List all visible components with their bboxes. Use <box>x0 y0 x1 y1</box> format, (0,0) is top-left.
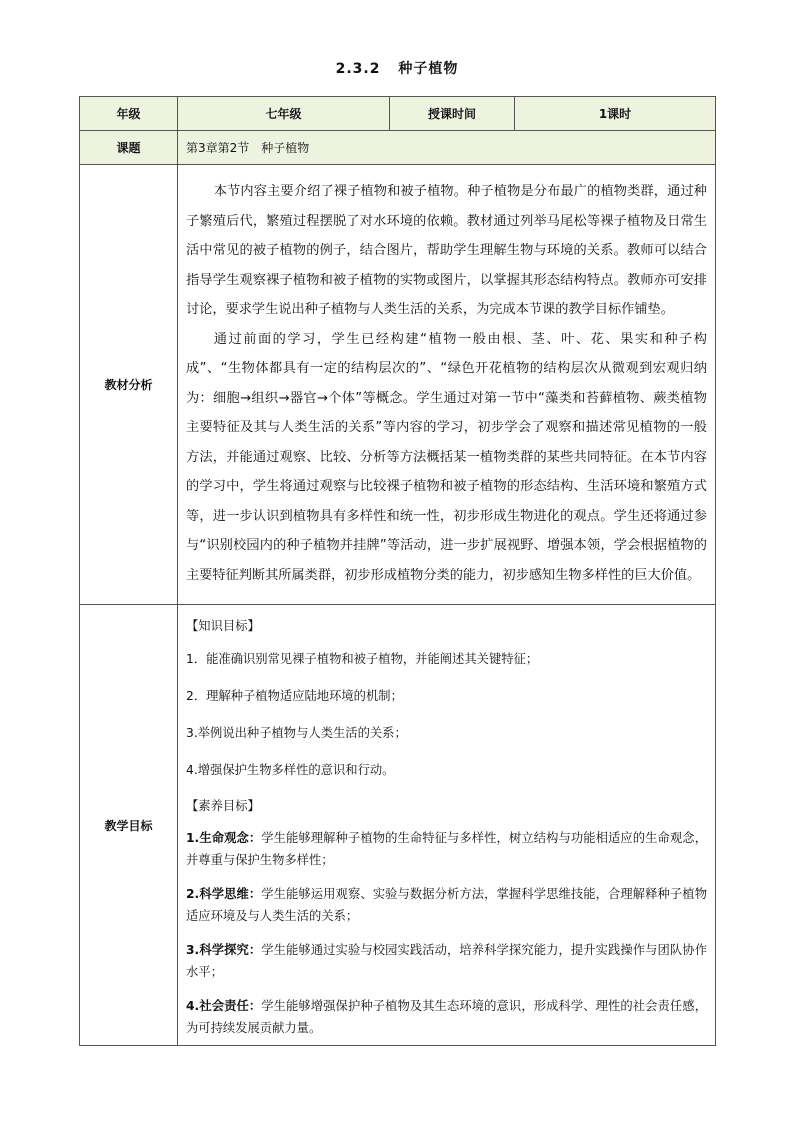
literacy-goal-2-text: 学生能够运用观察、实验与数据分析方法，掌握科学思维技能，合理解释种子植物适应环境及与人类生活的关系； <box>186 887 707 923</box>
analysis-row <box>80 165 716 605</box>
literacy-goal-1 <box>186 827 707 871</box>
literacy-goal-4-text: 学生能够增强保护种子植物及其生态环境的意识，形成科学、理性的社会责任感，为可持续发展贡献力量。 <box>186 999 707 1035</box>
grade-value: 七年级 <box>178 97 390 131</box>
topic-value: 第3章第2节 种子植物 <box>178 131 716 165</box>
literacy-goal-1-label: 1.生命观念： <box>186 831 262 845</box>
analysis-paragraph-2: 通过前面的学习，学生已经构建“植物一般由根、茎、叶、花、果实和种子构成”、“生物体都具有一定的结构层次的”、“绿色开花植物的结构层次从微观到宏观归纳为：细胞→组织→器官→个体”等概念。学生通过对第一节中“藻类和苔藓植物、蕨类植物主要特征及其与人类生活的关系”等内容的学习，初步学会了观察和描述常见植物的一般方法，并能通过观察、比较、分析等方法概括某一植物类群的某些共同特征。在本节内容的学习中，学生将通过观察与比较裸子植物和被子植物的形态结构、生活环境和繁殖方式等，进一步认识到植物具有多样性和统一性，初步形成生物进化的观点。学生还将通过参与“识别校园内的种子植物并挂牌”等活动，进一步扩展视野、增强本领，学会根据植物的主要特征判断其所属类群，初步形成植物分类的能力，初步感知生物多样性的巨大价值。 <box>186 331 707 583</box>
knowledge-goal-3: 3.举例说出种子植物与人类生活的关系； <box>186 726 407 740</box>
section-title: 种子植物 <box>398 61 459 77</box>
analysis-content <box>178 165 716 605</box>
lesson-plan-table <box>79 96 716 1046</box>
literacy-goal-2-label: 2.科学思维： <box>186 887 262 901</box>
literacy-goal-2 <box>186 883 707 927</box>
literacy-goal-3-text: 学生能够通过实验与校园实践活动，培养科学探究能力，提升实践操作与团队协作水平； <box>186 943 707 979</box>
goals-content <box>178 605 716 1046</box>
knowledge-goal-2: 2．理解种子植物适应陆地环境的机制； <box>186 689 403 703</box>
grade-label: 年级 <box>80 97 178 131</box>
literacy-goal-1-text: 学生能够理解种子植物的生命特征与多样性，树立结构与功能相适应的生命观念，并尊重与保护生物多样性； <box>186 831 707 867</box>
time-value: 1课时 <box>515 97 716 131</box>
topic-row <box>80 131 716 165</box>
literacy-goal-3 <box>186 939 707 983</box>
knowledge-goal-1: 1．能准确识别常见裸子植物和被子植物，并能阐述其关键特征； <box>186 652 539 666</box>
literacy-goal-4 <box>186 995 707 1039</box>
goals-label: 教学目标 <box>80 605 178 1046</box>
time-label: 授课时间 <box>390 97 515 131</box>
topic-label: 课题 <box>80 131 178 165</box>
goals-row <box>80 605 716 1046</box>
analysis-paragraph-1: 本节内容主要介绍了裸子植物和被子植物。种子植物是分布最广的植物类群，通过种子繁殖后代，繁殖过程摆脱了对水环境的依赖。教材通过列举马尾松等裸子植物及日常生活中常见的被子植物的例子，结合图片，帮助学生理解生物与环境的关系。教师可以结合指导学生观察裸子植物和被子植物的实物或图片，以掌握其形态结构特点。教师亦可安排讨论，要求学生说出种子植物与人类生活的关系，为完成本节课的教学目标作铺垫。 <box>186 184 707 317</box>
document-title <box>0 58 794 78</box>
analysis-label: 教材分析 <box>80 165 178 605</box>
section-number: 2.3.2 <box>335 61 381 77</box>
grade-row <box>80 97 716 131</box>
knowledge-heading: 【知识目标】 <box>186 619 260 633</box>
literacy-goal-4-label: 4.社会责任： <box>186 999 262 1013</box>
literacy-goal-3-label: 3.科学探究： <box>186 943 262 957</box>
knowledge-goal-4: 4.增强保护生物多样性的意识和行动。 <box>186 763 395 777</box>
literacy-heading: 【素养目标】 <box>186 799 260 813</box>
